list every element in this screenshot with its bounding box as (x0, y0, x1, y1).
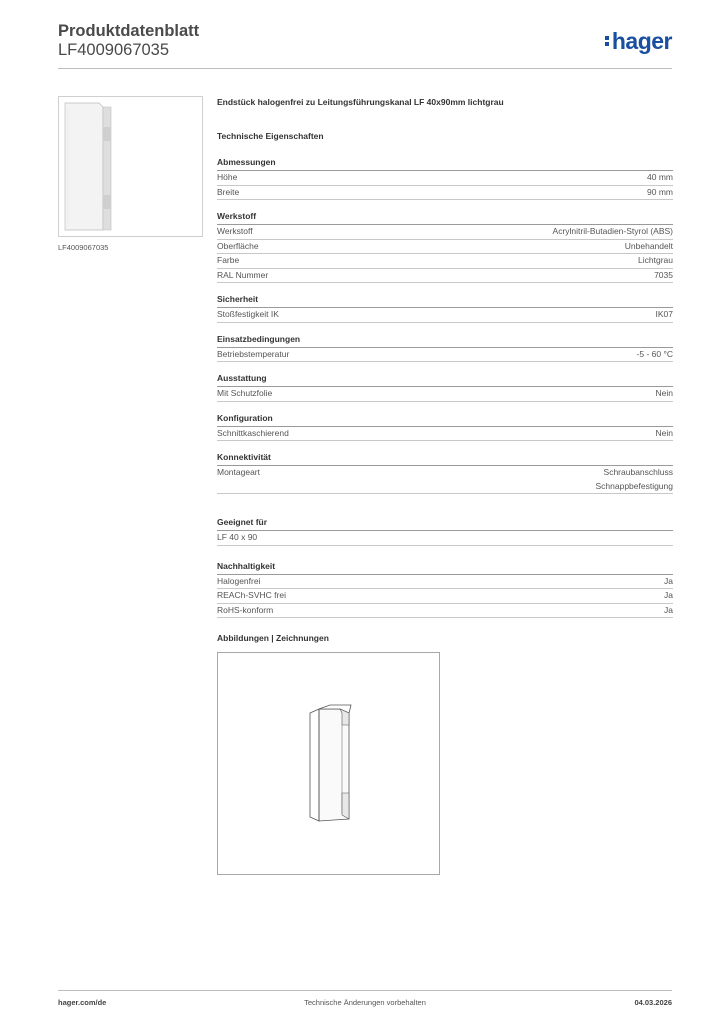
property-label: Farbe (217, 255, 240, 265)
property-value: 90 mm (647, 186, 673, 197)
document-title: Produktdatenblatt (58, 22, 200, 40)
property-row (217, 604, 673, 619)
property-label: Oberfläche (217, 240, 259, 251)
property-label: LF 40 x 90 (217, 532, 258, 542)
property-label: RoHS-konform (217, 604, 274, 615)
property-label: Werkstoff (217, 226, 253, 236)
group-title: Sicherheit (217, 293, 673, 308)
property-value: Ja (664, 575, 673, 586)
group-title: Konnektivität (217, 451, 673, 466)
product-title: Endstück halogenfrei zu Leitungsführungskanal LF 40x90mm lichtgrau (217, 97, 504, 107)
property-label: Stoßfestigkeit IK (217, 309, 279, 319)
product-thumbnail (58, 96, 203, 237)
property-row (217, 427, 673, 442)
technical-drawing (217, 652, 440, 875)
property-label: Höhe (217, 172, 238, 182)
footer-divider (58, 990, 672, 991)
property-row (217, 186, 673, 201)
property-value: Lichtgrau (638, 255, 673, 265)
property-label: RAL Nummer (217, 269, 269, 280)
property-group (217, 412, 673, 442)
property-value (595, 466, 673, 493)
property-row (217, 254, 673, 269)
logo-text: hager (611, 28, 672, 54)
property-row (217, 387, 673, 402)
property-value: 40 mm (647, 172, 673, 182)
property-row (217, 575, 673, 590)
property-label: Montageart (217, 467, 260, 477)
property-value: Nein (655, 427, 673, 438)
footer-date: 04.03.2026 (634, 998, 672, 1007)
property-group (217, 333, 673, 363)
property-group (217, 293, 673, 323)
hager-logo (605, 28, 672, 55)
thumbnail-caption: LF4009067035 (58, 243, 109, 252)
property-value: IK07 (655, 309, 673, 319)
property-row (217, 531, 673, 546)
group-title: Nachhaltigkeit (217, 560, 673, 575)
header-divider (58, 68, 672, 69)
property-label: Betriebstemperatur (217, 348, 290, 359)
footer-website: hager.com/de (58, 998, 107, 1007)
property-row (217, 269, 673, 284)
property-group (217, 451, 673, 494)
tech-properties-title: Technische Eigenschaften (217, 131, 324, 141)
property-row (217, 171, 673, 186)
property-value: Unbehandelt (624, 240, 673, 251)
group-title: Geeignet für (217, 516, 673, 531)
group-title: Werkstoff (217, 210, 673, 225)
drawings-title: Abbildungen | Zeichnungen (217, 633, 329, 643)
group-title: Einsatzbedingungen (217, 333, 673, 348)
property-value: Ja (664, 604, 673, 615)
property-groups (217, 156, 673, 494)
property-value: -5 - 60 °C (636, 348, 673, 359)
property-value: 7035 (654, 269, 673, 280)
property-group (217, 372, 673, 402)
property-label: Halogenfrei (217, 575, 261, 586)
group-title: Ausstattung (217, 372, 673, 387)
page-header (58, 22, 672, 68)
property-row (217, 466, 673, 494)
property-group (217, 210, 673, 283)
property-row (217, 348, 673, 363)
property-value: Nein (655, 388, 673, 398)
property-value: Ja (664, 590, 673, 600)
article-number: LF4009067035 (58, 41, 170, 59)
main-content (217, 96, 673, 875)
logo-dots-icon (605, 34, 610, 48)
group-title: Abmessungen (217, 156, 673, 171)
property-value-line: Schnappbefestigung (595, 480, 673, 491)
property-label: REACh-SVHC frei (217, 590, 286, 600)
group-title: Konfiguration (217, 412, 673, 427)
property-row (217, 308, 673, 323)
end-cap-drawing-icon (218, 653, 439, 874)
property-row (217, 589, 673, 604)
property-row (217, 240, 673, 255)
suitable-group (217, 516, 673, 546)
property-label: Breite (217, 186, 240, 197)
footer-notice: Technische Änderungen vorbehalten (304, 998, 426, 1007)
property-row (217, 225, 673, 240)
property-value: Acrylnitril-Butadien-Styrol (ABS) (552, 226, 673, 236)
property-label: Mit Schutzfolie (217, 388, 273, 398)
end-cap-thumbnail-icon (59, 97, 202, 236)
property-label: Schnittkaschierend (217, 427, 289, 438)
sustainability-group (217, 560, 673, 619)
property-value-line: Schraubanschluss (603, 467, 673, 477)
property-group (217, 156, 673, 200)
